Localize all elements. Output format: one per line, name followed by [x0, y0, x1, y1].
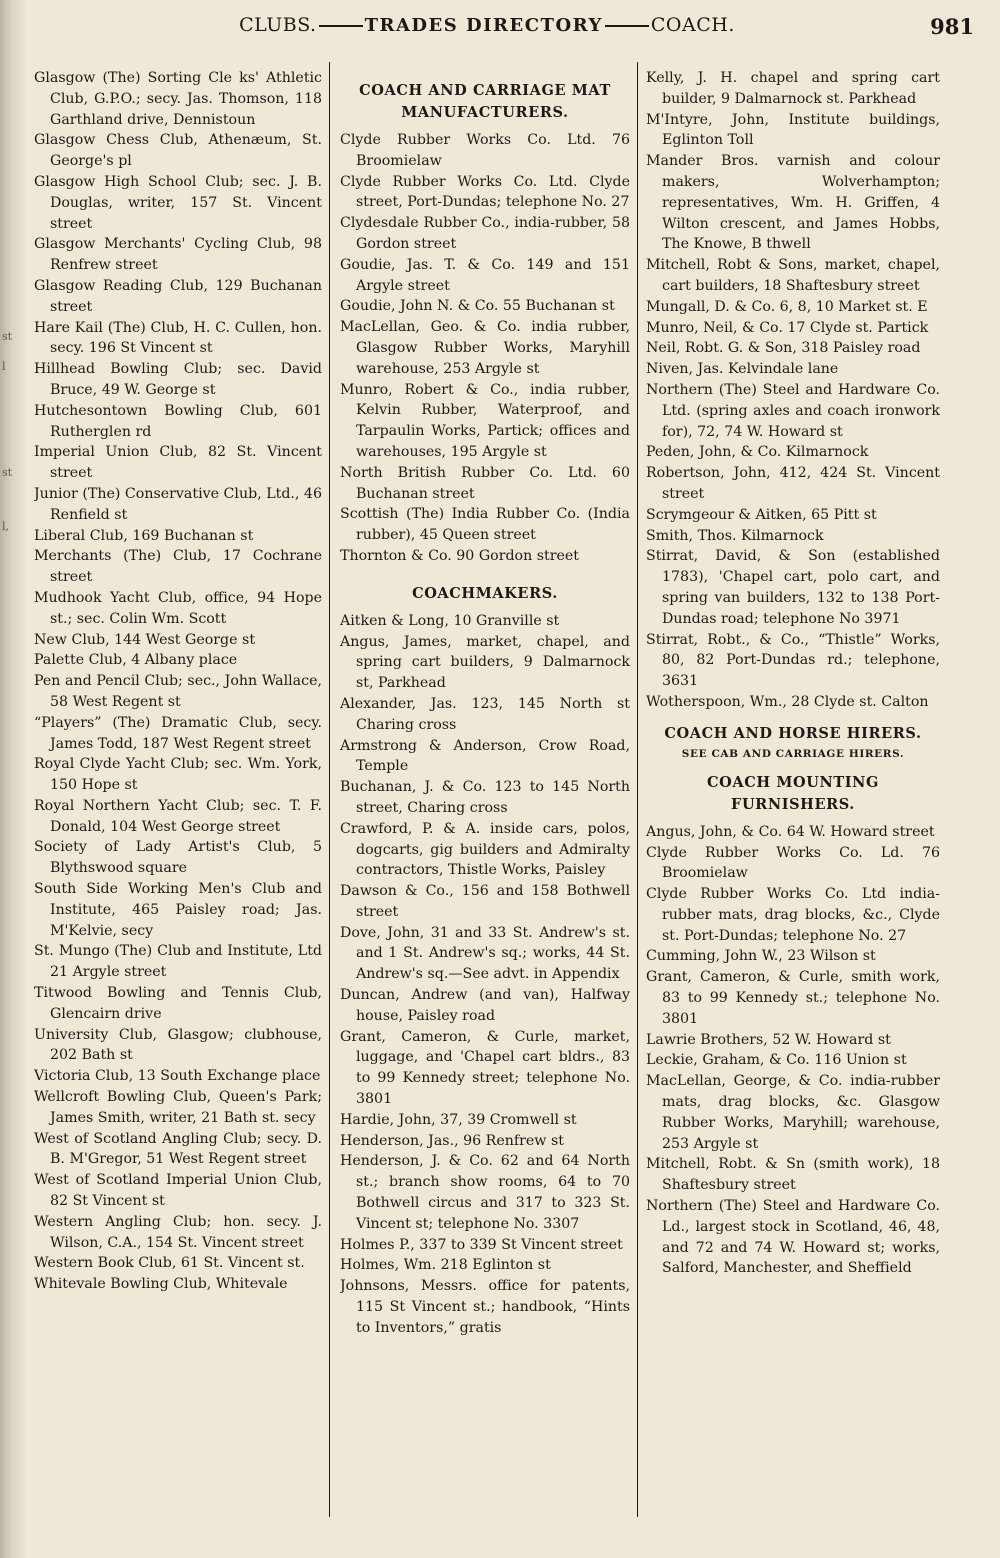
directory-entry: Peden, John, & Co. Kilmarnock	[646, 444, 869, 461]
directory-entry: Western Book Club, 61 St. Vincent st.	[34, 1255, 305, 1272]
directory-entry: Junior (The) Conservative Club, Ltd., 46 Renfield st	[34, 485, 322, 523]
directory-entry: Holmes, Wm. 218 Eglinton st	[340, 1257, 551, 1274]
directory-entry: M'Intyre, John, Institute buildings, Eglinton Toll	[646, 111, 940, 149]
directory-entry: Dove, John, 31 and 33 St. Andrew's st. and 1 St. Andrew's sq.; works, 44 St. Andrew's sq.—See advt. in Appendix	[340, 924, 630, 983]
section-title: COACH AND HORSE HIRERS.	[664, 724, 922, 742]
directory-entry: Scottish (The) India Rubber Co. (India rubber), 45 Queen street	[340, 506, 630, 544]
directory-entry: Niven, Jas. Kelvindale lane	[646, 361, 839, 378]
directory-entry: Hare Kail (The) Club, H. C. Cullen, hon. secy. 196 St Vincent st	[34, 319, 322, 357]
directory-entry: Johnsons, Messrs. office for patents, 115 St Vincent st.; handbook, “Hints to Inventors,” gratis	[340, 1278, 630, 1336]
header-dash	[319, 25, 363, 27]
directory-entry: New Club, 144 West George st	[34, 631, 256, 648]
header-left: CLUBS.	[239, 14, 317, 36]
directory-entry: South Side Working Men's Club and Institute, 465 Paisley road; Jas. M'Kelvie, secy	[34, 881, 322, 939]
directory-entry: West of Scotland Imperial Union Club, 82 St Vincent st	[34, 1172, 322, 1210]
directory-entry: Clyde Rubber Works Co. Ld. 76 Broomielaw	[646, 844, 940, 882]
directory-entry: Clydesdale Rubber Co., india-rubber, 58 Gordon street	[340, 215, 630, 252]
directory-entry: Dawson & Co., 156 and 158 Bothwell street	[340, 883, 630, 920]
directory-entry: Glasgow (The) Sorting Cle ks' Athletic Club, G.P.O.; secy. Jas. Thomson, 118 Garthland drive, Dennistoun	[34, 70, 322, 128]
directory-entry: Whitevale Bowling Club, Whitevale	[34, 1276, 288, 1293]
directory-entry: Merchants (The) Club, 17 Cochrane street	[34, 548, 322, 586]
directory-entry: Neil, Robt. G. & Son, 318 Paisley road	[646, 340, 921, 357]
running-header	[34, 14, 940, 44]
directory-entry: Glasgow Chess Club, Athenæum, St. George's pl	[34, 132, 322, 170]
directory-entry: Aitken & Long, 10 Granville st	[340, 612, 560, 629]
directory-entry: Palette Club, 4 Albany place	[34, 652, 238, 669]
directory-entry: Alexander, Jas. 123, 145 North st Charing cross	[340, 695, 630, 733]
directory-entry: Henderson, J. & Co. 62 and 64 North st.; branch show rooms, 64 to 70 Bothwell circus and 317 to 323 St. Vincent st; telephone No. 3307	[340, 1153, 630, 1232]
directory-entry: Hillhead Bowling Club; sec. David Bruce, 49 W. George st	[34, 361, 322, 398]
section-title: COACH MOUNTING FURNISHERS.	[707, 773, 879, 813]
directory-entry: Stirrat, David, & Son (established 1783), 'Chapel cart, polo cart, and spring van builders, 132 to 138 Port-Dundas road; telephone No 3971	[646, 548, 940, 627]
directory-entry: Munro, Neil, & Co. 17 Clyde st. Partick	[646, 319, 929, 336]
directory-entry: Buchanan, J. & Co. 123 to 145 North street, Charing cross	[340, 779, 630, 816]
directory-entry: Wellcroft Bowling Club, Queen's Park; James Smith, writer, 21 Bath st. secy	[34, 1089, 322, 1126]
directory-entry: Mitchell, Robt & Sons, market, chapel, cart builders, 18 Shaftesbury street	[646, 257, 940, 294]
directory-entry: Mander Bros. varnish and colour makers, Wolverhampton; representatives, Wm. H. Griffen, 4 Wilton crescent, and James Hobbs, The Knowe, B thwell	[646, 153, 940, 253]
directory-entry: Imperial Union Club, 82 St. Vincent street	[34, 444, 322, 482]
directory-entry: Munro, Robert & Co., india rubber, Kelvin Rubber, Waterproof, and Tarpaulin Works, Partick; offices and warehouses, 195 Argyle st	[340, 381, 630, 460]
directory-entry: Henderson, Jas., 96 Renfrew st	[340, 1132, 564, 1149]
directory-entry: Victoria Club, 13 South Exchange place	[34, 1068, 321, 1085]
directory-entry: Goudie, John N. & Co. 55 Buchanan st	[340, 298, 615, 315]
directory-entry: Western Angling Club; hon. secy. J. Wilson, C.A., 154 St. Vincent street	[34, 1213, 322, 1251]
directory-entry: Mungall, D. & Co. 6, 8, 10 Market st. E	[646, 298, 928, 315]
column-coach-mats-coachmakers	[340, 68, 630, 1516]
directory-entry: Lawrie Brothers, 52 W. Howard st	[646, 1031, 891, 1048]
header-dash	[605, 25, 649, 27]
section-entries	[340, 611, 630, 1339]
directory-entry: Glasgow Reading Club, 129 Buchanan street	[34, 277, 322, 315]
section-entries	[646, 68, 940, 713]
directory-entry: Smith, Thos. Kilmarnock	[646, 527, 824, 544]
directory-entry: Angus, John, & Co. 64 W. Howard street	[646, 823, 935, 840]
directory-entry: Hutchesontown Bowling Club, 601 Rutherglen rd	[34, 402, 322, 440]
directory-entry: Mitchell, Robt. & Sn (smith work), 18 Shaftesbury street	[646, 1156, 940, 1194]
column-clubs	[34, 68, 322, 1516]
directory-entry: “Players” (The) Dramatic Club, secy. James Todd, 187 West Regent street	[34, 714, 322, 752]
directory-entry: Clyde Rubber Works Co. Ltd. 76 Broomielaw	[340, 132, 630, 169]
gutter-mark: st	[2, 466, 13, 479]
directory-entry: Liberal Club, 169 Buchanan st	[34, 527, 254, 544]
directory-entry: Robertson, John, 412, 424 St. Vincent street	[646, 465, 940, 502]
section-entries	[646, 822, 940, 1280]
directory-entry: North British Rubber Co. Ltd. 60 Buchanan street	[340, 464, 630, 502]
gutter-mark: st	[2, 330, 13, 343]
directory-entry: Glasgow High School Club; sec. J. B. Douglas, writer, 157 St. Vincent street	[34, 173, 322, 232]
directory-entry: Mudhook Yacht Club, office, 94 Hope st.; sec. Colin Wm. Scott	[34, 589, 322, 627]
directory-entry: Crawford, P. & A. inside cars, polos, dogcarts, gig builders and Admiralty contractors, Thistle Works, Paisley	[340, 820, 630, 879]
directory-entry: Grant, Cameron, & Curle, market, luggage, and 'Chapel cart bldrs., 83 to 99 Kennedy street; telephone No. 3801	[340, 1028, 630, 1108]
directory-entry: Glasgow Merchants' Cycling Club, 98 Renfrew street	[34, 236, 322, 274]
section-cross-reference: SEE CAB AND CARRIAGE HIRERS.	[681, 747, 905, 760]
directory-entry: Royal Clyde Yacht Club; sec. Wm. York, 150 Hope st	[34, 756, 322, 794]
directory-entry: Angus, James, market, chapel, and spring cart builders, 9 Dalmarnock st, Parkhead	[340, 633, 630, 692]
gutter-mark: l,	[2, 520, 10, 533]
directory-entry: MacLellan, George, & Co. india-rubber mats, drag blocks, &c. Glasgow Rubber Works, Maryhill; warehouse, 253 Argyle st	[646, 1073, 940, 1152]
directory-entry: Duncan, Andrew (and van), Halfway house, Paisley road	[340, 987, 630, 1024]
directory-entry: Scrymgeour & Aitken, 65 Pitt st	[646, 506, 877, 523]
directory-entry: Pen and Pencil Club; sec., John Wallace, 58 West Regent st	[34, 673, 322, 710]
header-center: TRADES DIRECTORY	[364, 15, 603, 36]
directory-entry: MacLellan, Geo. & Co. india rubber, Glasgow Rubber Works, Maryhill warehouse, 253 Argyle st	[340, 319, 630, 377]
directory-entry: Wotherspoon, Wm., 28 Clyde st. Calton	[646, 693, 929, 710]
section-title: COACHMAKERS.	[412, 584, 558, 602]
page-number: 981	[930, 14, 974, 39]
page-gutter	[0, 0, 26, 1558]
directory-entry: West of Scotland Angling Club; secy. D. B. M'Gregor, 51 West Regent street	[34, 1130, 322, 1168]
directory-entry: Thornton & Co. 90 Gordon street	[340, 547, 580, 564]
directory-entry: Holmes P., 337 to 339 St Vincent street	[340, 1236, 623, 1253]
directory-entry: Grant, Cameron, & Curle, smith work, 83 to 99 Kennedy st.; telephone No. 3801	[646, 969, 940, 1027]
directory-entry: Leckie, Graham, & Co. 116 Union st	[646, 1052, 907, 1069]
directory-entry: Titwood Bowling and Tennis Club, Glencairn drive	[34, 985, 322, 1022]
directory-entry: Society of Lady Artist's Club, 5 Blythswood square	[34, 839, 322, 877]
column-divider	[637, 62, 638, 1517]
column-coach-continued	[646, 68, 940, 1516]
directory-entry: Northern (The) Steel and Hardware Co. Ltd. (spring axles and coach ironwork for), 72, 74 W. Howard st	[646, 381, 940, 440]
directory-entry: Royal Northern Yacht Club; sec. T. F. Donald, 104 West George street	[34, 797, 322, 835]
directory-entry: St. Mungo (The) Club and Institute, Ltd 21 Argyle street	[34, 943, 322, 981]
directory-entry: Clyde Rubber Works Co. Ltd india-rubber mats, drag blocks, &c., Clyde st. Port-Dundas; telephone No. 27	[646, 886, 940, 944]
directory-entry: University Club, Glasgow; clubhouse, 202 Bath st	[34, 1026, 322, 1064]
directory-entry: Clyde Rubber Works Co. Ltd. Clyde street, Port-Dundas; telephone No. 27	[340, 173, 630, 211]
directory-entry: Goudie, Jas. T. & Co. 149 and 151 Argyle street	[340, 256, 630, 294]
section-title: COACH AND CARRIAGE MAT MANUFACTURERS.	[359, 82, 611, 121]
directory-entry: Northern (The) Steel and Hardware Co. Ld., largest stock in Scotland, 46, 48, and 72 and 74 W. Howard st; works, Salford, Manchester, and Sheffield	[646, 1198, 940, 1277]
directory-entry: Hardie, John, 37, 39 Cromwell st	[340, 1111, 577, 1128]
gutter-mark: l	[2, 360, 6, 373]
directory-entry: Stirrat, Robt., & Co., “Thistle” Works, 80, 82 Port-Dundas rd.; telephone, 3631	[646, 631, 940, 690]
directory-entry: Armstrong & Anderson, Crow Road, Temple	[340, 737, 630, 775]
column-divider	[329, 62, 330, 1517]
directory-entry: Kelly, J. H. chapel and spring cart builder, 9 Dalmarnock st. Parkhead	[646, 70, 940, 107]
directory-entry: Cumming, John W., 23 Wilson st	[646, 948, 876, 965]
header-right: COACH.	[650, 14, 735, 36]
section-entries	[340, 130, 630, 567]
